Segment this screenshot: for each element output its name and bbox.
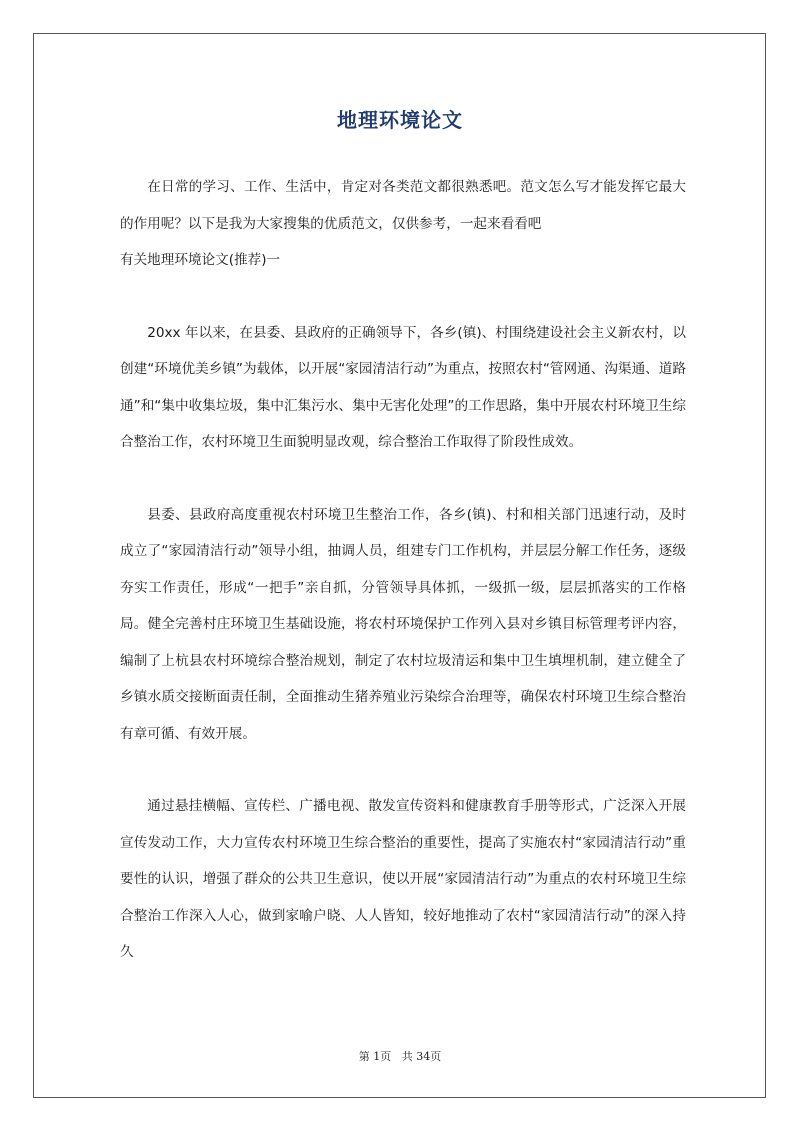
page-number: 第 1页 [358,1050,392,1063]
intro-paragraph: 在日常的学习、工作、生活中，肯定对各类范文都很熟悉吧。范文怎么写才能发挥它最大的作用呢？以下是我为大家搜集的优质范文，仅供参考，一起来看看吧 [120,179,686,232]
body-paragraph-2: 县委、县政府高度重视农村环境卫生整治工作，各乡(镇)、村和相关部门迅速行动，及时成立了“家园清洁行动”领导小组，抽调人员，组建专门工作机构，并层层分解工作任务，逐级夯实工作责任，形成“一把手”亲自抓，分管领导具体抓，一级抓一级，层层抓落实的工作格局。健全完善村庄环境卫生基础设施，将农村环境保护工作列入县对乡镇目标管理考评内容，编制了上杭县农村环境综合整治规划，制定了农村垃圾清运和集中卫生填埋机制，建立健全了乡镇水质交接断面责任制，全面推动生猪养殖业污染综合治理等，确保农村环境卫生综合整治有章可循、有效开展。 [120,506,686,742]
paragraph-gap [120,461,686,497]
document-title: 地理环境论文 [337,108,463,132]
page-total: 共 34页 [401,1050,442,1063]
section-heading: 有关地理环境论文(推荐)一 [120,252,281,268]
paragraph-gap [120,752,686,788]
body-paragraph-3: 通过悬挂横幅、宣传栏、广播电视、散发宣传资料和健康教育手册等形式，广泛深入开展宣传发动工作，大力宣传农村环境卫生综合整治的重要性，提高了实施农村“家园清洁行动”重要性的认识，增强了群众的公共卫生意识，使以开展“家园清洁行动”为重点的农村环境卫生综合整治工作深入人心，做到家喻户晓、人人皆知，较好地推动了农村“家园清洁行动”的深入持久 [120,798,686,960]
paragraph-gap [120,279,686,315]
body-paragraph-1: 20xx 年以来，在县委、县政府的正确领导下，各乡(镇)、村围绕建设社会主义新农村，以创建“环境优美乡镇”为载体，以开展“家园清洁行动”为重点，按照农村“管网通、沟渠通、道路通”和“集中收集垃圾，集中汇集污水、集中无害化处理”的工作思路，集中开展农村环境卫生综合整治工作，农村环境卫生面貌明显改观，综合整治工作取得了阶段性成效。 [120,324,686,450]
document-body [120,169,686,971]
page-footer [0,1048,800,1064]
footer-spacer [391,1050,402,1063]
